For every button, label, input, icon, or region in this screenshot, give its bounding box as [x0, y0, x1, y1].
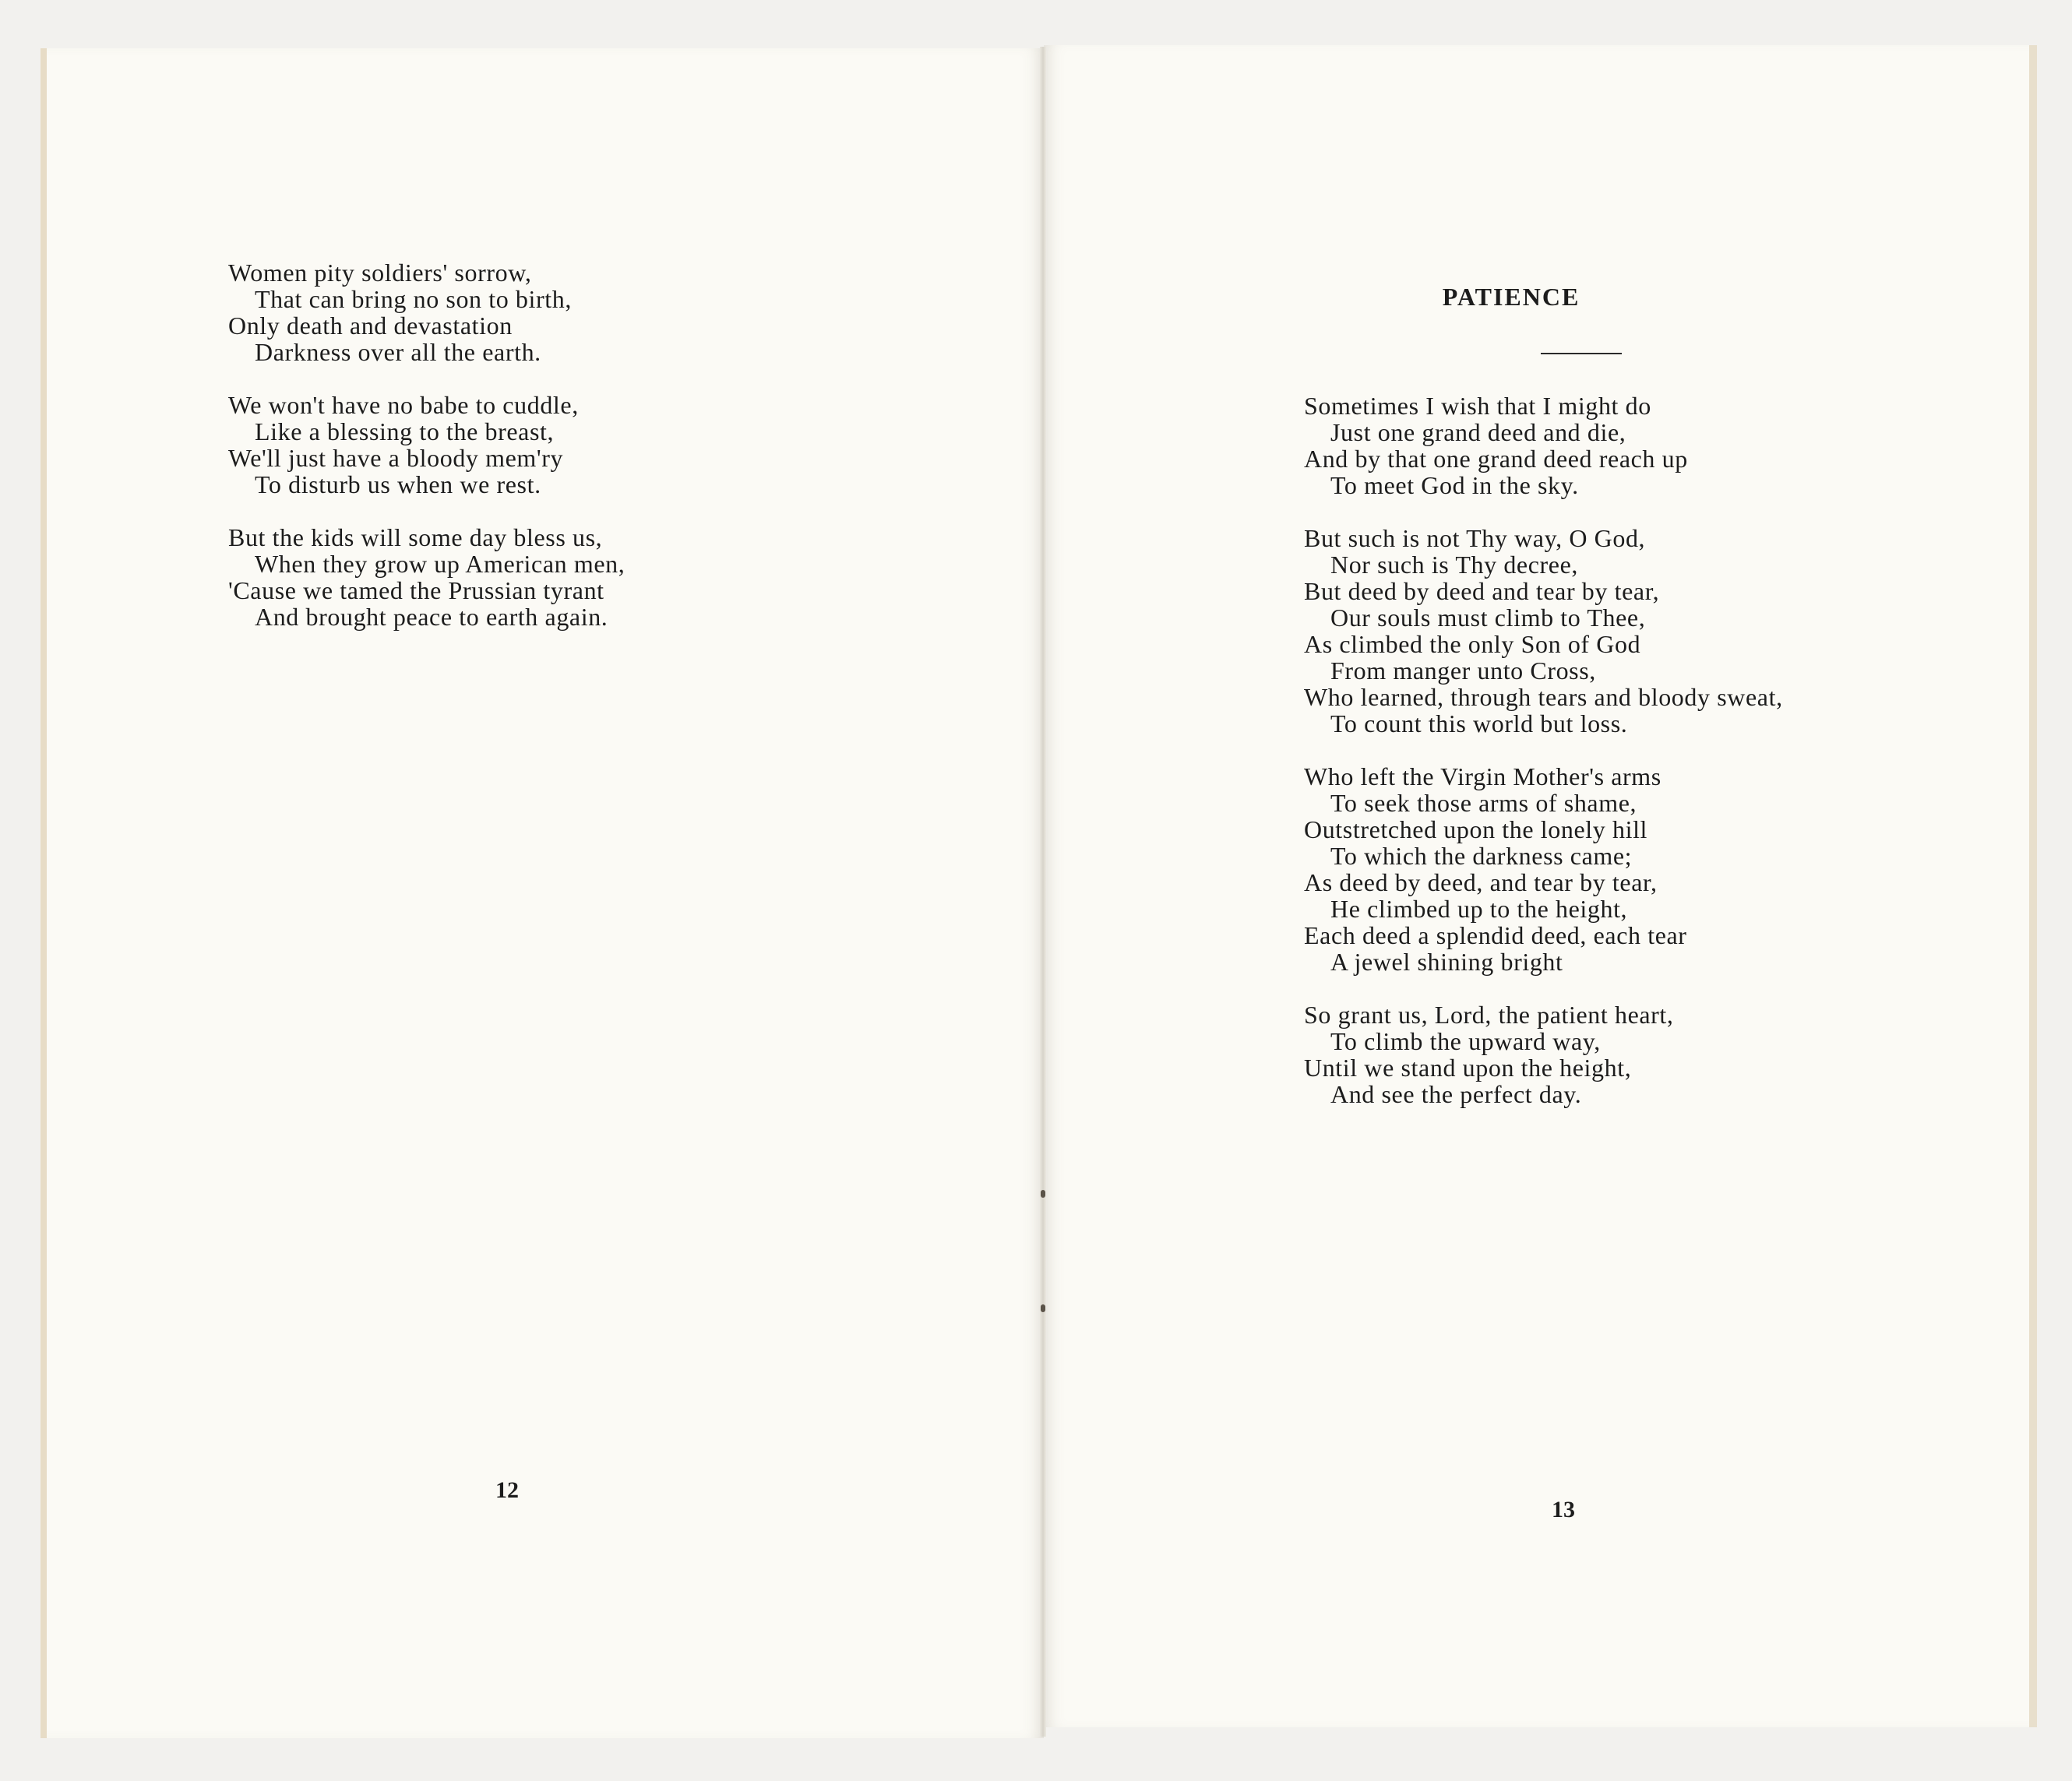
poem-line: Each deed a splendid deed, each tear: [1304, 921, 1687, 949]
poem-title-text: PATIENCE: [1442, 283, 1580, 311]
book-gutter: [1040, 47, 1046, 1737]
poem-line: Women pity soldiers' sorrow,: [228, 259, 532, 287]
stanza: [228, 259, 625, 365]
poem-line: And by that one grand deed reach up: [1304, 445, 1688, 473]
poem-line: Nor such is Thy decree,: [1330, 551, 1579, 579]
stanza: [1304, 763, 1783, 975]
poem-line: Sometimes I wish that I might do: [1304, 392, 1651, 420]
poem-line: He climbed up to the height,: [1330, 895, 1628, 923]
binding-stitch: [1041, 1190, 1045, 1198]
binding-stitch: [1041, 1304, 1045, 1312]
poem-line: Our souls must climb to Thee,: [1330, 604, 1646, 632]
poem-line: Who learned, through tears and bloody sweat,: [1304, 683, 1783, 711]
poem-line: From manger unto Cross,: [1330, 656, 1596, 685]
poem-line: To disturb us when we rest.: [255, 470, 541, 498]
poem-line: But deed by deed and tear by tear,: [1304, 577, 1660, 605]
stanza: [1304, 1001, 1783, 1107]
title-rule: [1541, 353, 1622, 354]
left-page-number: 12: [495, 1477, 519, 1503]
poem-line: To seek those arms of shame,: [1330, 789, 1637, 817]
poem-line: Like a blessing to the breast,: [255, 417, 555, 445]
poem-line: We'll just have a bloody mem'ry: [228, 444, 564, 472]
poem-line: Until we stand upon the height,: [1304, 1054, 1632, 1082]
poem-line: Who left the Virgin Mother's arms: [1304, 762, 1661, 790]
poem-line: To meet God in the sky.: [1330, 471, 1579, 499]
poem-line: But such is not Thy way, O God,: [1304, 524, 1646, 552]
poem-line: So grant us, Lord, the patient heart,: [1304, 1001, 1674, 1029]
poem-line: But the kids will some day bless us,: [228, 523, 603, 551]
poem-line: Just one grand deed and die,: [1330, 418, 1626, 446]
poem-line: A jewel shining bright: [1330, 948, 1563, 976]
poem-line: As climbed the only Son of God: [1304, 630, 1641, 658]
poem-line: We won't have no babe to cuddle,: [228, 391, 579, 419]
poem-line: When they grow up American men,: [255, 550, 625, 578]
poem-line: To climb the upward way,: [1330, 1027, 1601, 1055]
stanza: [1304, 525, 1783, 737]
right-page-number: 13: [1552, 1497, 1575, 1522]
stanza: [1304, 392, 1783, 498]
poem-line: Outstretched upon the lonely hill: [1304, 815, 1648, 843]
poem-line: Darkness over all the earth.: [255, 338, 541, 366]
poem-line: Only death and devastation: [228, 311, 513, 340]
poem-line: That can bring no son to birth,: [255, 285, 572, 313]
stanza: [228, 524, 625, 630]
left-poem: [228, 259, 625, 656]
poem-line: To count this world but loss.: [1330, 709, 1628, 737]
poem-line: 'Cause we tamed the Prussian tyrant: [228, 576, 604, 604]
poem-line: And brought peace to earth again.: [255, 603, 608, 631]
stanza: [228, 392, 625, 498]
right-poem: [1304, 392, 1783, 1134]
poem-line: To which the darkness came;: [1330, 842, 1633, 870]
poem-line: And see the perfect day.: [1330, 1080, 1582, 1108]
poem-line: As deed by deed, and tear by tear,: [1304, 868, 1658, 896]
